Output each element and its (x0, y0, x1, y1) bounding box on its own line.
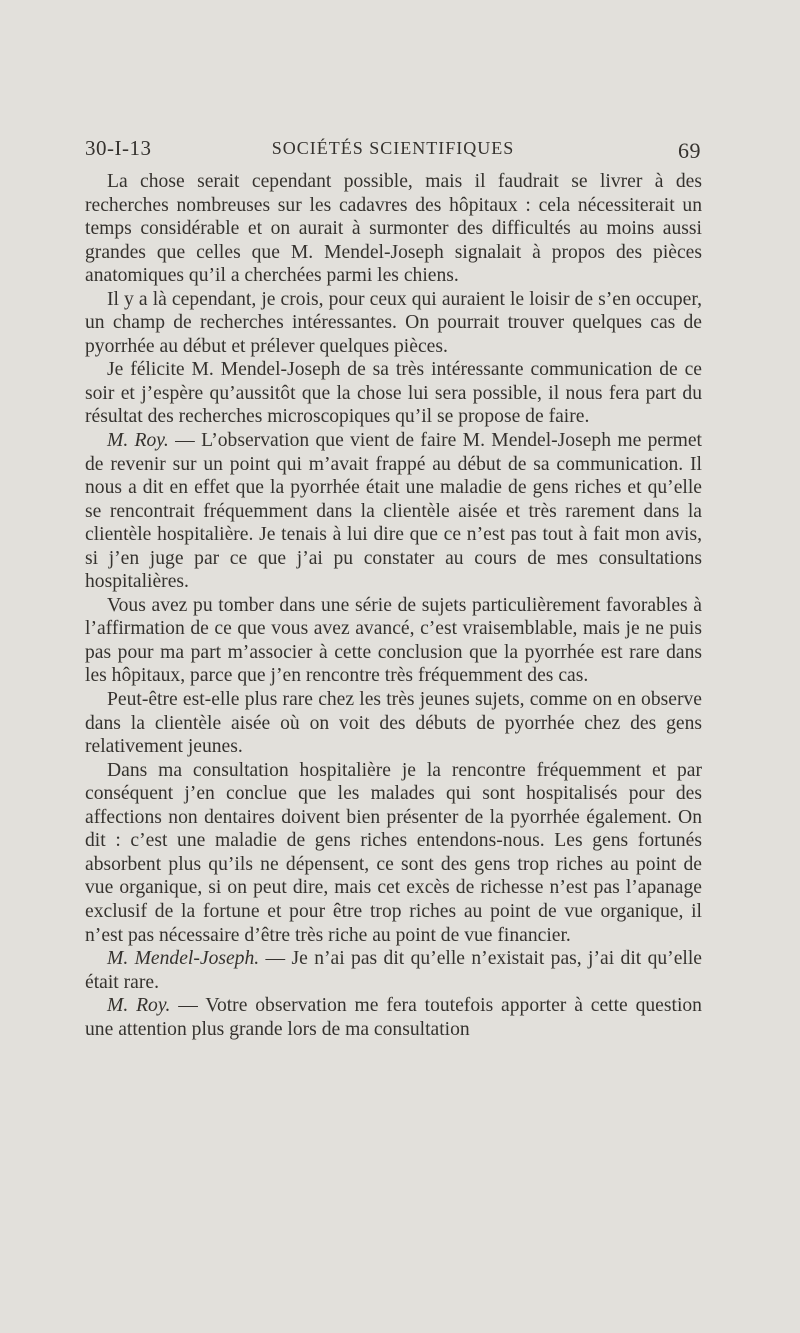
paragraph (85, 594, 702, 688)
paragraph (85, 170, 702, 288)
speaker-name: M. Mendel-Joseph. (107, 948, 260, 970)
running-head (85, 136, 701, 166)
paragraph-text: Il y a là cependant, je crois, pour ceux qui auraient le loisir de s’en occuper, un champ de recherches intéressantes. On pourrait trouver quelques cas de pyorrhée au début et prélever quelques pièces. (85, 288, 702, 357)
paragraph-text: Vous avez pu tomber dans une série de sujets particulièrement favorables à l’affirmation de ce que vous avez avancé, c’est vraisemblable, mais je ne puis pas pour ma part m’associer à cette conclusion que la pyorrhée est rare dans les hôpitaux, parce que j’en rencontre très fréquemment des cas. (85, 594, 702, 687)
paragraph (85, 688, 702, 759)
paragraph (85, 429, 702, 594)
paragraph (85, 994, 702, 1041)
paragraph (85, 759, 702, 947)
paragraph-text: — L’observation que vient de faire M. Mendel-Joseph me permet de revenir sur un point qui m’avait frappé au début de sa communication. Il nous a dit en effet que la pyorrhée était une maladie de gens riches et qu’elle se rencontrait fréquemment dans la clientèle aisée et très rarement dans la clientèle hospitalière. Je tenais à lui dire que ce n’est pas tout à fait mon avis, si j’en juge par ce que j’ai pu constater au cours de mes consultations hospitalières. (85, 430, 702, 593)
paragraph-text: — Votre observation me fera toutefois apporter à cette question une attention plus grande lors de ma consultation (85, 995, 702, 1040)
paragraph-text: Peut-être est-elle plus rare chez les très jeunes sujets, comme on en observe dans la clientèle aisée où on voit des débuts de pyorrhée chez des gens relativement jeunes. (85, 689, 702, 758)
paragraph-text: — Je n’ai pas dit qu’elle n’existait pas, j’ai dit qu’elle était rare. (85, 948, 702, 993)
paragraph-text: Je félicite M. Mendel-Joseph de sa très intéressante communication de ce soir et j’espère qu’aussitôt que la chose lui sera possible, il nous fera part du résultat des recherches microscopiques qu’il se propose de faire. (85, 359, 702, 428)
paragraph-text: Dans ma consultation hospitalière je la rencontre fréquemment et par conséquent j’en conclue que les malades qui sont hospitalisés pour des affections non dentaires doivent bien présenter de la pyorrhée également. On dit : c’est une maladie de gens riches entendons-nous. Les gens fortunés absorbent plus qu’ils ne dépensent, ce sont des gens trop riches au point de vue organique, si on peut dire, mais cet excès de richesse n’est pas l’apanage exclusif de la fortune et pour être trop riches au point de vue organique, il n’est pas nécessaire d’être très riche au point de vue financier. (85, 759, 702, 946)
header-date: 30-I-13 (85, 136, 152, 160)
speaker-name: M. Roy. (107, 995, 171, 1017)
body-text (85, 170, 702, 1041)
paragraph-text: La chose serait cependant possible, mais il faudrait se livrer à des recherches nombreuses sur les cadavres des hôpitaux : cela nécessiterait un temps considérable et on aurait à surmonter des difficultés au moins aussi grandes que celles que M. Mendel-Joseph signalait à propos des pièces anatomiques qu’il a cherchées parmi les chiens. (85, 171, 702, 287)
paragraph (85, 947, 702, 994)
page-number: 69 (678, 138, 701, 163)
speaker-name: M. Roy. (107, 430, 169, 452)
paragraph (85, 358, 702, 429)
paragraph (85, 288, 702, 359)
header-section-title: SOCIÉTÉS SCIENTIFIQUES (271, 138, 515, 158)
